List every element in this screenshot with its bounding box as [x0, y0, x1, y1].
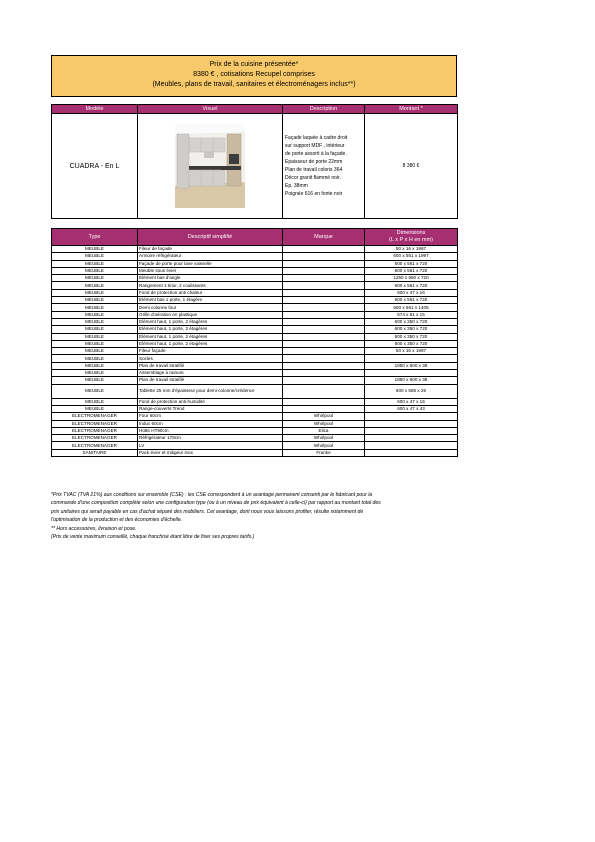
cell-brand [283, 318, 365, 325]
cell-type: ELECTROMENAGER [52, 427, 138, 434]
table-row [52, 267, 458, 274]
table-row [52, 384, 458, 398]
cell-dimensions: 600 x 585 x 25 [365, 384, 458, 398]
cell-type: ELECTROMENAGER [52, 442, 138, 449]
cell-dimensions: 600 x 561 x 720 [365, 260, 458, 267]
cell-brand [283, 405, 365, 412]
cell-type: MEUBLE [52, 289, 138, 296]
header-type: Type [52, 229, 138, 246]
banner-price: 8380 € , cotisations Recupel comprises [193, 71, 315, 78]
cell-brand: Whirlpool [283, 435, 365, 442]
cell-brand: Whirlpool [283, 442, 365, 449]
cell-dimensions: 600 x 561 x 720 [365, 267, 458, 274]
table-row [52, 442, 458, 449]
cell-dimensions [365, 370, 458, 377]
cell-type: MEUBLE [52, 362, 138, 369]
cell-type: MEUBLE [52, 398, 138, 405]
table-row [52, 304, 458, 311]
cell-type: ELECTROMENAGER [52, 435, 138, 442]
cell-description: Elément haut, 1 porte, 2 étagères [138, 340, 283, 347]
cell-brand: Whirlpool [283, 420, 365, 427]
cell-brand [283, 282, 365, 289]
footnote-line: *Prix TVAC (TVA 21%) aux conditions sur ensemble (CSE) : les CSE correspondent à un avantage permanent consenti par le fabricant pour la [51, 492, 373, 498]
cell-brand [283, 326, 365, 333]
cell-description: Plan de travail stratifié [138, 377, 283, 384]
footnote-line: commande d'une composition complète selon une configuration type (ou à un niveau de prix équivalent à celle-ci) par rapport au montant total des [51, 500, 381, 507]
table-row [52, 297, 458, 304]
cell-type: MEUBLE [52, 311, 138, 318]
cell-description: Induc 60cm [138, 420, 283, 427]
cell-dimensions [365, 442, 458, 449]
cell-dimensions [365, 420, 458, 427]
table-row [52, 370, 458, 377]
cell-type: MEUBLE [52, 370, 138, 377]
cell-dimensions: 50 x 16 x 1997 [365, 246, 458, 253]
table-row [52, 333, 458, 340]
cell-dimensions: 600 x 47 x 16 [365, 398, 458, 405]
cell-dimensions: 600 x 47 x 43 [365, 405, 458, 412]
cell-dimensions: 600 x 350 x 720 [365, 326, 458, 333]
cell-type: MEUBLE [52, 297, 138, 304]
cell-type: MEUBLE [52, 384, 138, 398]
model-table-header [52, 105, 458, 114]
table-row [52, 435, 458, 442]
description-line: Façade laquée à cadre droit [285, 135, 348, 141]
cell-description: Elément bas d'angle [138, 275, 283, 282]
cell-description: Range-couverts Trend [138, 405, 283, 412]
cell-brand [283, 304, 365, 311]
cell-description: Tablette 25 mm d'épaisseur pour demi-colonne/crédence [138, 384, 283, 398]
cell-brand [283, 311, 365, 318]
cell-description: LV [138, 442, 283, 449]
banner-title: Prix de la cuisine présentée* [209, 61, 299, 68]
detail-table [51, 228, 458, 457]
table-row [52, 377, 458, 384]
cell-description: Grille d'aération en plastique [138, 311, 283, 318]
cell-brand [283, 289, 365, 296]
kitchen-image [175, 124, 245, 208]
detail-body [52, 246, 458, 457]
cell-type: MEUBLE [52, 253, 138, 260]
cell-description: Socles [138, 355, 283, 362]
cell-dimensions [365, 435, 458, 442]
description-line: Epaisseur de porte 22mm [285, 159, 343, 165]
table-row [52, 282, 458, 289]
footnote-line: ** Hors accessoires, livraison et pose. [51, 525, 137, 532]
cell-description: Assemblage à rainure [138, 370, 283, 377]
cell-brand [283, 340, 365, 347]
description-line: Ep. 38mm [285, 183, 308, 189]
banner-includes: (Meubles, plans de travail, sanitaires et électroménagers inclus**) [152, 81, 356, 88]
cell-type: MEUBLE [52, 355, 138, 362]
cell-dimensions: 574 x 51 x 15 [365, 311, 458, 318]
header-dim-title: Dimensions [396, 230, 426, 236]
cell-description: Fileur de façade [138, 246, 283, 253]
cell-brand [283, 260, 365, 267]
cell-type: MEUBLE [52, 377, 138, 384]
cell-dimensions: 600 x 350 x 720 [365, 318, 458, 325]
description-line: Décor granit flammé noir. [285, 175, 341, 181]
cell-brand [283, 348, 365, 355]
cell-type: MEUBLE [52, 318, 138, 325]
cell-description: Four 60cm [138, 413, 283, 420]
cell-brand: Elica [283, 427, 365, 434]
table-row [52, 427, 458, 434]
header-desc: Descriptif simplifié [138, 229, 283, 246]
cell-description: Façade de porte pour lave vaisselle [138, 260, 283, 267]
header-amount: Montant * [365, 105, 458, 114]
cell-description: Rangement 1 tiroir, 2 coulissants [138, 282, 283, 289]
cell-dimensions: 1250 x 650 x 720 [365, 275, 458, 282]
cell-dimensions: 1850 x 600 x 38 [365, 362, 458, 369]
cell-dimensions: 600 x 561 x 720 [365, 297, 458, 304]
cell-dimensions: 600 x 350 x 720 [365, 340, 458, 347]
header-description: Description [283, 105, 365, 114]
table-row [52, 275, 458, 282]
model-description [283, 114, 365, 219]
cell-brand [283, 355, 365, 362]
cell-description: Fond de protection anti chaleur [138, 289, 283, 296]
cell-type: MEUBLE [52, 282, 138, 289]
cell-description: Elément haut, 1 porte, 2 étagères [138, 326, 283, 333]
table-row [52, 253, 458, 260]
table-row [52, 340, 458, 347]
detail-table-header [52, 229, 458, 246]
table-row [52, 260, 458, 267]
header-visual: Visuel [138, 105, 283, 114]
cell-description: Meuble sous évier [138, 267, 283, 274]
cell-brand [283, 384, 365, 398]
cell-dimensions: 600 x 561 x 720 [365, 282, 458, 289]
cell-description: Fond de protection anti-humidité [138, 398, 283, 405]
price-banner [51, 55, 457, 97]
cell-type: MEUBLE [52, 348, 138, 355]
model-table [51, 104, 458, 219]
table-row [52, 348, 458, 355]
cell-brand [283, 253, 365, 260]
cell-brand [283, 297, 365, 304]
description-line: Poignée 616 en fonte noir [285, 191, 343, 197]
cell-brand: Whirlpool [283, 413, 365, 420]
cell-type: MEUBLE [52, 304, 138, 311]
cell-type: MEUBLE [52, 340, 138, 347]
model-row [52, 114, 458, 219]
footnote-line: l'optimisation de la production et des économies d'échelle. [51, 517, 183, 524]
cell-dimensions: 600 x 561 x 1405 [365, 304, 458, 311]
cell-brand [283, 377, 365, 384]
table-row [52, 355, 458, 362]
cell-description: Elément haut, 1 porte, 2 étagères [138, 333, 283, 340]
cell-dimensions [365, 449, 458, 456]
cell-brand [283, 362, 365, 369]
description-line: sur support MDF , intérieur [285, 143, 345, 149]
table-row [52, 398, 458, 405]
cell-dimensions: 600 x 561 x 1997 [365, 253, 458, 260]
table-row [52, 420, 458, 427]
cell-dimensions: 50 x 16 x 1997 [365, 348, 458, 355]
cell-brand [283, 267, 365, 274]
table-row [52, 246, 458, 253]
model-name: CUADRA - En L [52, 114, 138, 219]
cell-dimensions [365, 413, 458, 420]
cell-brand: Franke [283, 449, 365, 456]
cell-type: MEUBLE [52, 405, 138, 412]
table-row [52, 289, 458, 296]
cell-brand [283, 398, 365, 405]
table-row [52, 449, 458, 456]
cell-type: MEUBLE [52, 260, 138, 267]
table-row [52, 318, 458, 325]
cell-description: Elément haut, 1 porte, 2 étagères [138, 318, 283, 325]
table-row [52, 326, 458, 333]
cell-dimensions: 1850 x 600 x 38 [365, 377, 458, 384]
cell-dimensions: 600 x 47 x 16 [365, 289, 458, 296]
cell-type: MEUBLE [52, 333, 138, 340]
footnote-line: (Prix de vente maximum conseillé, chaque franchisé étant libre de fixer ses propres tarifs.) [51, 534, 255, 541]
footnotes [51, 491, 457, 541]
header-dimensions [365, 229, 458, 246]
cell-type: MEUBLE [52, 267, 138, 274]
cell-type: MEUBLE [52, 275, 138, 282]
cell-description: Hotte HT90cm [138, 427, 283, 434]
cell-dimensions: 600 x 350 x 720 [365, 333, 458, 340]
cell-description: Plan de travail stratifié [138, 362, 283, 369]
table-row [52, 311, 458, 318]
header-model: Modèle [52, 105, 138, 114]
kitchen-visual [138, 114, 283, 219]
cell-type: ELECTROMENAGER [52, 420, 138, 427]
cell-brand [283, 370, 365, 377]
cell-type: MEUBLE [52, 326, 138, 333]
cell-brand [283, 275, 365, 282]
cell-type: ELECTROMENAGER [52, 413, 138, 420]
cell-type: MEUBLE [52, 246, 138, 253]
table-row [52, 362, 458, 369]
cell-description: Fileur façade [138, 348, 283, 355]
cell-dimensions [365, 427, 458, 434]
description-line: de porte assorti à la façade. [285, 151, 347, 157]
footnote-line: prix unitaires qui serait payable en cas d'achat séparé des mobiliers. Cet avantage, dont nous vous laissons profiter, résulte notamment de [51, 508, 364, 515]
cell-brand [283, 333, 365, 340]
cell-description: Réfrigérateur 178cm [138, 435, 283, 442]
cell-description: Elément bas 1 porte, 1 étagère [138, 297, 283, 304]
model-amount: 8 380 € [365, 114, 458, 219]
cell-dimensions [365, 355, 458, 362]
table-row [52, 405, 458, 412]
description-line: Plan de travail coloris 364 [285, 167, 343, 173]
cell-brand [283, 246, 365, 253]
cell-description: Demi colonne four [138, 304, 283, 311]
cell-type: SANITAIRE [52, 449, 138, 456]
header-dim-units: (L x P x H en mm) [388, 237, 433, 243]
table-row [52, 413, 458, 420]
header-brand: Marque [283, 229, 365, 246]
cell-description: Armoire réfrigérateur [138, 253, 283, 260]
cell-description: Pack évier et mitigeur inox [138, 449, 283, 456]
